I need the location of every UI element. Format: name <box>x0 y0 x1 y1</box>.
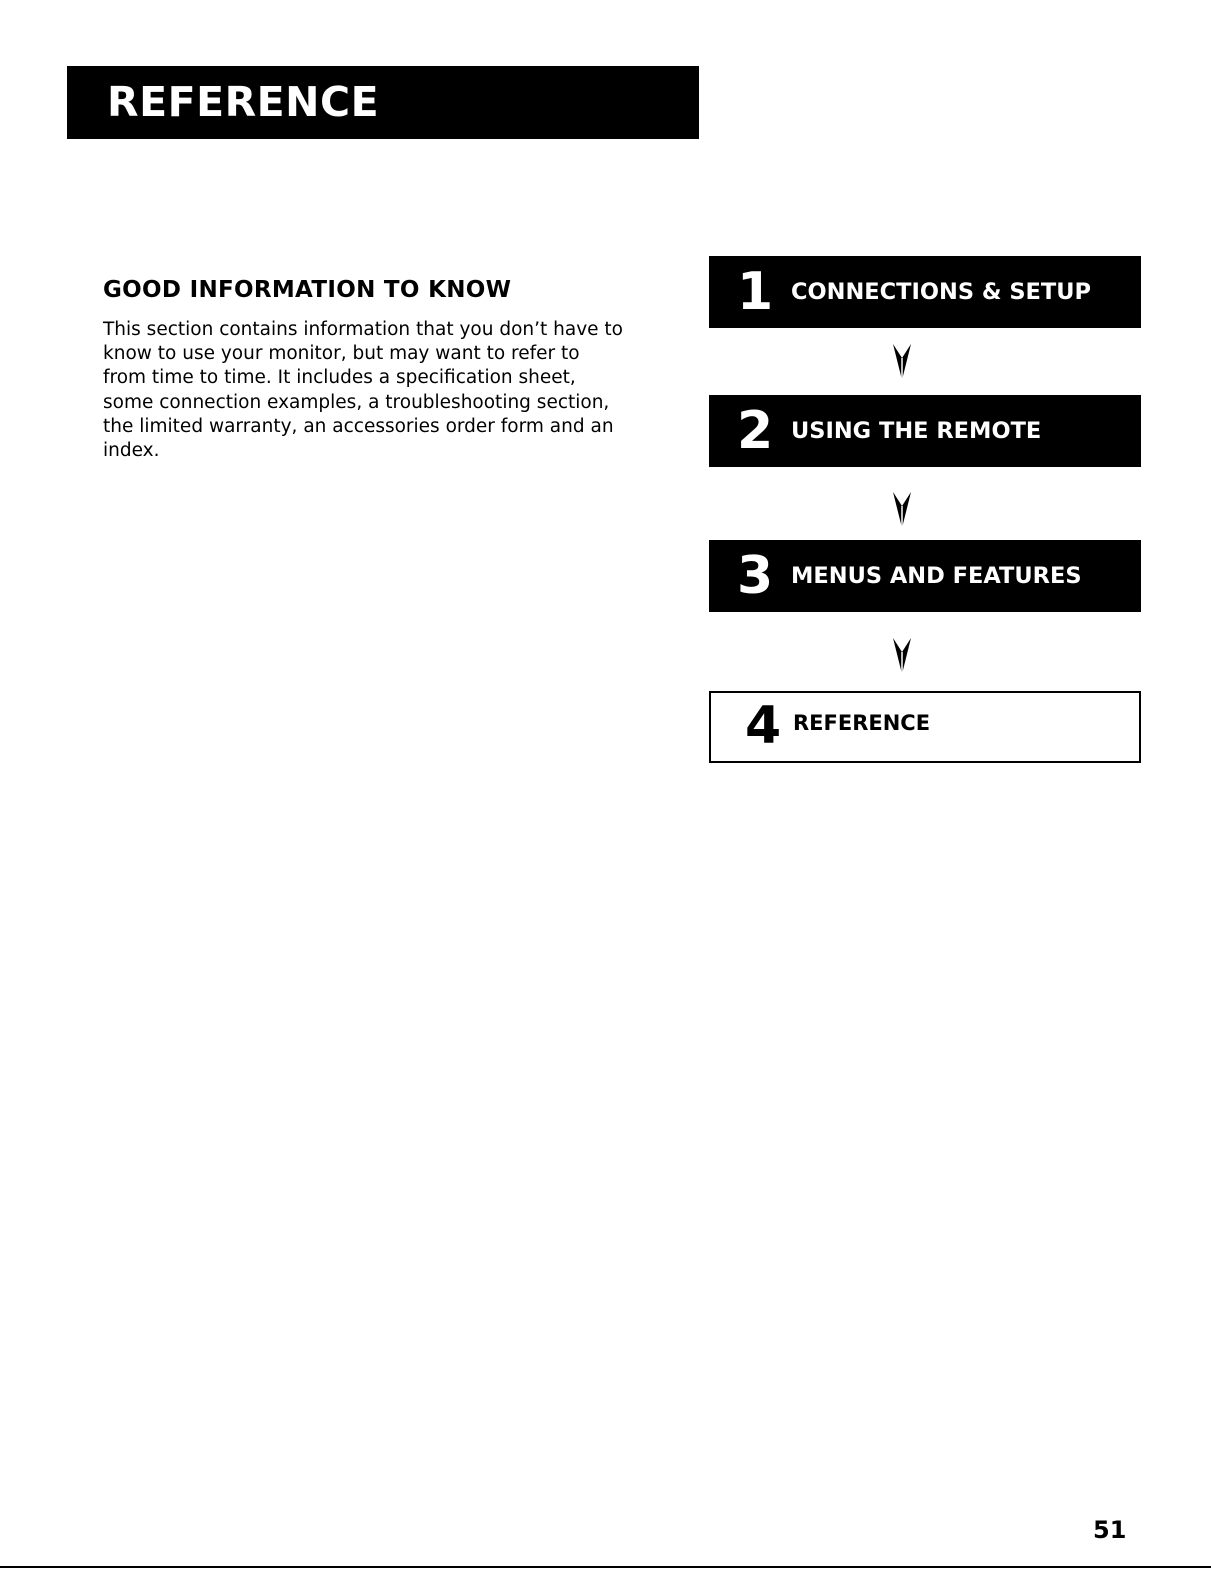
down-arrow-icon <box>892 636 912 676</box>
chapter-title: REFERENCE <box>107 78 380 126</box>
step-menus-features <box>709 540 1141 612</box>
step-label: REFERENCE <box>793 711 931 735</box>
step-number: 4 <box>745 696 782 756</box>
section-heading: GOOD INFORMATION TO KNOW <box>103 277 512 303</box>
step-using-remote <box>709 395 1141 467</box>
step-number: 2 <box>737 401 774 461</box>
page-number: 51 <box>1093 1516 1127 1544</box>
down-arrow-icon <box>892 490 912 530</box>
down-arrow-icon <box>892 342 912 382</box>
step-label: CONNECTIONS & SETUP <box>791 279 1092 305</box>
step-connections-setup <box>709 256 1141 328</box>
step-label: MENUS AND FEATURES <box>791 563 1082 589</box>
step-reference-current <box>709 691 1141 763</box>
section-intro-text: This section contains information that you don’t have to know to use your monitor, but may want to refer to from time to time. It includes a specification sheet, some connection examples, a troubleshooting section, the limited warranty, an accessories order form and an index. <box>103 319 624 462</box>
step-number: 1 <box>737 262 774 322</box>
chapter-header-bar <box>67 66 699 139</box>
step-number: 3 <box>737 546 774 606</box>
bottom-rule <box>0 1566 1211 1568</box>
step-label: USING THE REMOTE <box>791 418 1042 444</box>
